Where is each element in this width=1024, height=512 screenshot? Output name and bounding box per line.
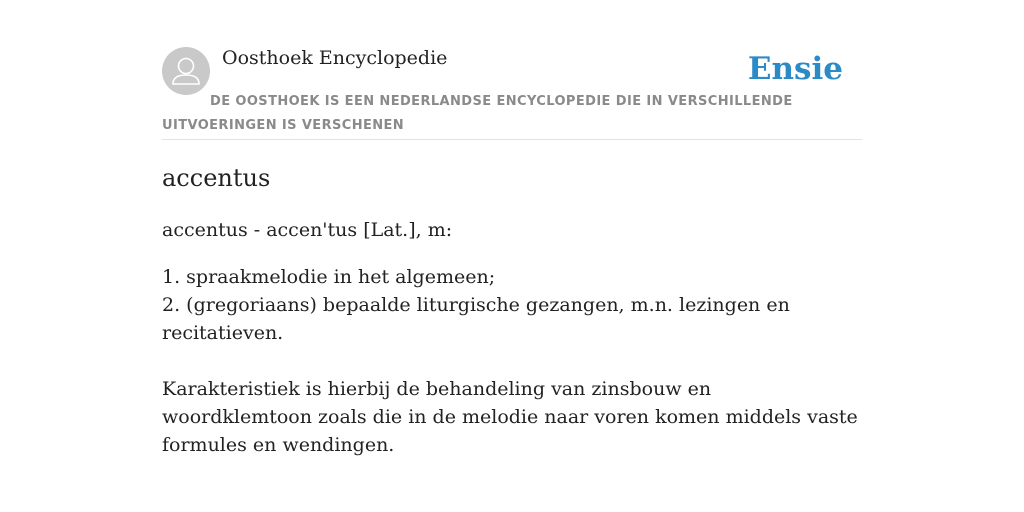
entry-note: Karakteristiek is hierbij de behandeling van zinsbouw en woordklemtoon zoals die in de melodie naar voren komen middels vaste formules en wendingen. [162,378,858,456]
source-header [162,46,862,140]
source-tagline: DE OOSTHOEK IS EEN NEDERLANDSE ENCYCLOPEDIE DIE IN VERSCHILLENDE UITVOERINGEN IS VERSCHENEN [162,94,793,133]
source-name-link[interactable]: Oosthoek Encyclopedie [222,47,448,69]
entry-title: accentus [162,164,271,192]
definition-item: 1. spraakmelodie in het algemeen; [162,266,496,288]
article [162,160,862,459]
definition-list [162,263,862,347]
entry-headword: accentus - accen'tus [Lat.], m: [162,219,453,241]
user-silhouette-icon[interactable] [162,47,210,95]
definition-item: 2. (gregoriaans) bepaalde liturgische gezangen, m.n. lezingen en recitatieven. [162,294,790,344]
ensie-logo-link[interactable]: Ensie [747,51,843,87]
